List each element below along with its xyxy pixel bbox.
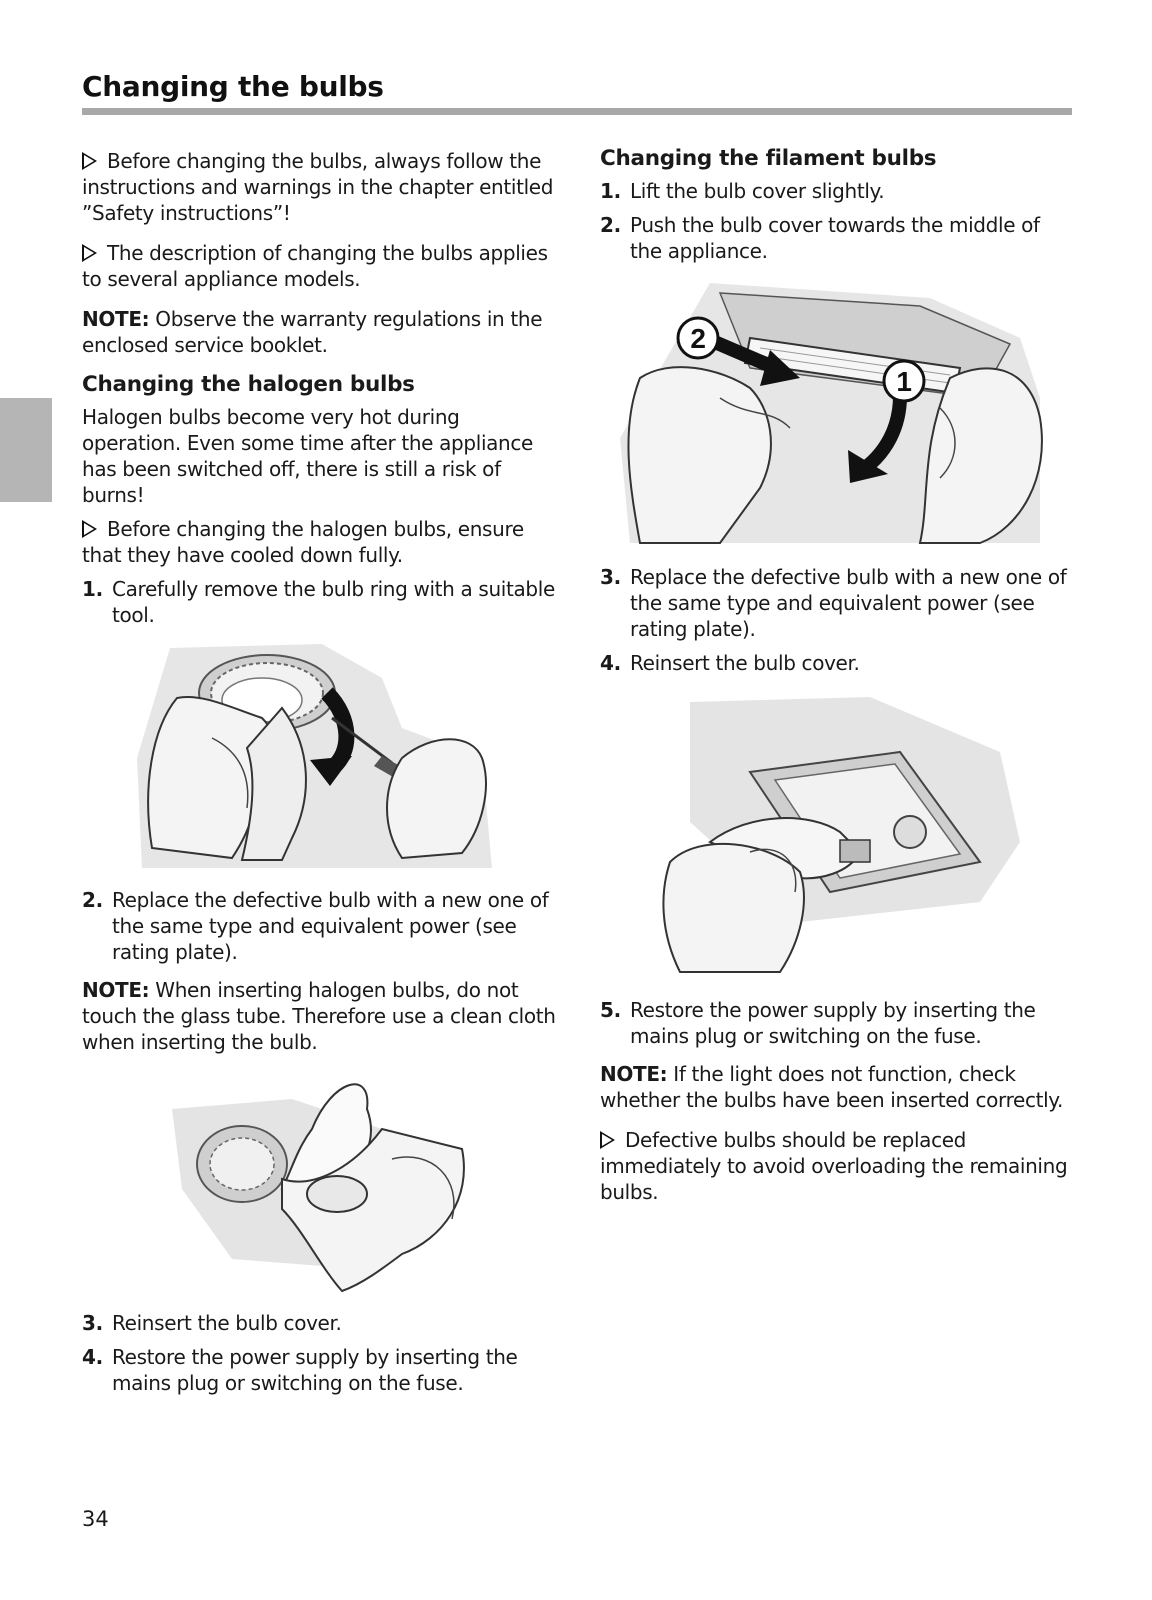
note-halogen-glass: NOTE: When inserting halogen bulbs, do not touch the glass tube. Therefore use a clean cloth when inserting the bulb. xyxy=(82,978,556,1054)
note-warranty: NOTE: Observe the warranty regulations in the enclosed service booklet. xyxy=(82,307,543,357)
title-rule xyxy=(82,108,1072,115)
list-item: 4. Reinsert the bulb cover. xyxy=(600,651,860,675)
list-item: 3. Reinsert the bulb cover. xyxy=(82,1311,342,1335)
halogen-warning: Halogen bulbs become very hot during operation. Even some time after the appliance has been switched off, there is still a risk of burns! xyxy=(82,405,533,507)
list-item: 2. Replace the defective bulb with a new one of the same type and equivalent power (see rating plate). xyxy=(82,888,549,964)
halogen-hint: Before changing the halogen bulbs, ensure that they have cooled down fully. xyxy=(82,517,524,567)
list-item: 4. Restore the power supply by inserting the mains plug or switching on the fuse. xyxy=(82,1345,518,1395)
intro-hint-1: Before changing the bulbs, always follow the instructions and warnings in the chapter entitled ”Safety instructions”! xyxy=(82,149,554,225)
intro-hint-2: The description of changing the bulbs applies to several appliance models. xyxy=(82,241,548,291)
note-light-check: NOTE: If the light does not function, check whether the bulbs have been inserted correctly. xyxy=(600,1062,1063,1112)
list-item: 3. Replace the defective bulb with a new one of the same type and equivalent power (see rating plate). xyxy=(600,565,1067,641)
left-column xyxy=(82,148,557,1404)
defective-bulbs-hint: Defective bulbs should be replaced immediately to avoid overloading the remaining bulbs. xyxy=(600,1128,1068,1204)
step-list xyxy=(600,564,1075,676)
step-list xyxy=(600,997,1075,1049)
right-column xyxy=(600,146,1075,1219)
triangle-bullet-icon xyxy=(82,244,97,262)
figure-label-lift: 1 xyxy=(896,366,912,397)
lift-push-cover-illustration xyxy=(600,278,1075,548)
remove-bulb-ring-illustration xyxy=(82,638,557,873)
figure-label-push: 2 xyxy=(690,323,706,354)
step-list xyxy=(82,887,557,965)
triangle-bullet-icon xyxy=(82,520,97,538)
halogen-heading: Changing the halogen bulbs xyxy=(82,372,415,397)
page-title: Changing the bulbs xyxy=(82,70,384,103)
section-tab xyxy=(0,398,52,502)
triangle-bullet-icon xyxy=(600,1131,615,1149)
step-list xyxy=(82,576,557,628)
step-list xyxy=(600,178,1075,264)
triangle-bullet-icon xyxy=(82,152,97,170)
list-item: 1. Lift the bulb cover slightly. xyxy=(600,179,885,203)
filament-heading: Changing the filament bulbs xyxy=(600,146,937,171)
insert-filament-bulb-illustration xyxy=(600,692,1075,977)
page-number: 34 xyxy=(82,1507,109,1531)
list-item: 1. Carefully remove the bulb ring with a suitable tool. xyxy=(82,577,555,627)
insert-halogen-bulb-illustration xyxy=(82,1069,557,1294)
list-item: 2. Push the bulb cover towards the middle of the appliance. xyxy=(600,213,1040,263)
step-list xyxy=(82,1310,557,1396)
list-item: 5. Restore the power supply by inserting the mains plug or switching on the fuse. xyxy=(600,998,1036,1048)
